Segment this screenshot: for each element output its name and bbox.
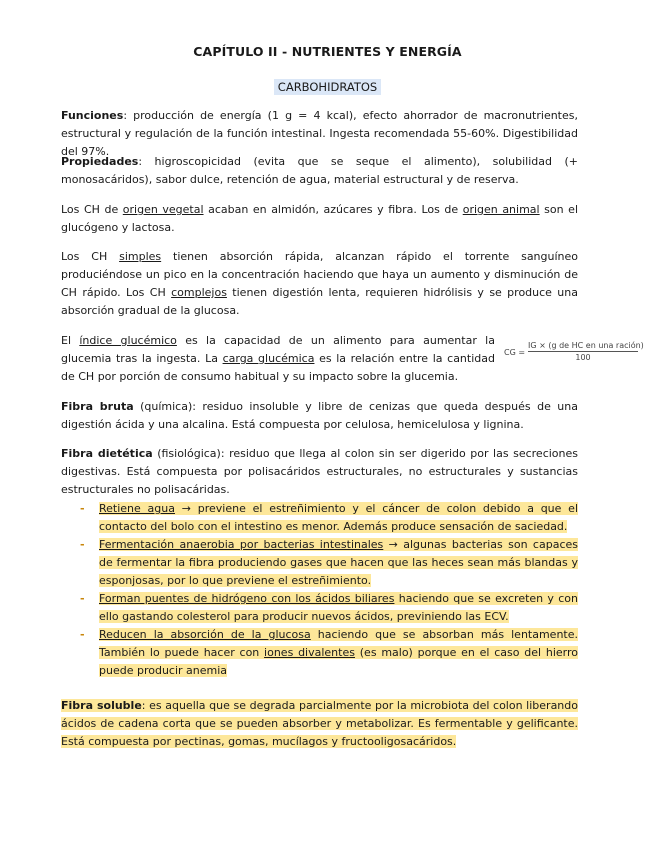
indice-glucemico-term: índice glucémico	[79, 334, 177, 347]
bullet-text: → previene el estreñimiento y el cáncer de colon debido a que el contacto del bolo con el intestino es menor. Además produce sensación de saciedad.	[99, 502, 578, 533]
complejos-term: complejos	[171, 286, 227, 299]
bullet-text: → algunas bacterias son capaces de fermentar la fibra produciendo gases que hacen que las heces sean más blandas y esponjosas, por lo que previene el estreñimiento.	[99, 538, 578, 587]
indice-text-2: es la capacidad de un alimento para aumentar la glucemia tras la ingesta. La	[61, 334, 495, 365]
list-item	[61, 590, 578, 626]
bullet-dash: -	[80, 538, 85, 551]
origen-vegetal-term: origen vegetal	[122, 203, 204, 216]
propiedades-text: : higroscopicidad (evita que se seque el alimento), solubilidad (+ monosacáridos), sabor dulce, retención de agua, material estructural y de reserva.	[61, 155, 578, 186]
bullet-text-2: (es malo) porque en el caso del hierro puede producir anemia	[99, 646, 578, 677]
fibra-soluble-label: Fibra soluble	[61, 699, 142, 712]
section-heading-wrap	[0, 76, 655, 95]
section-heading: CARBOHIDRATOS	[274, 79, 381, 95]
origen-text-2: acaban en almidón, azúcares y fibra. Los de	[203, 203, 463, 216]
fibra-soluble-text: : es aquella que se degrada parcialmente por la microbiota del colon liberando ácidos de cadena corta que se pueden absorber y metabolizar. Es fermentable y gelificante. Está compuesta por pectinas, gomas, mucílagos y fructooligosacáridos.	[61, 699, 578, 748]
list-item	[61, 500, 578, 536]
bullet-dash: -	[80, 592, 85, 605]
simples-text-3: tienen digestión lenta, requieren hidrólisis y se produce una absorción gradual de la glucosa.	[61, 286, 578, 317]
origen-text-1: Los CH de	[61, 203, 123, 216]
paragraph-origen	[61, 201, 578, 237]
paragraph-indice-glucemico	[61, 332, 495, 386]
fibra-effects-list	[61, 500, 578, 680]
paragraph-fibra-soluble	[61, 697, 578, 751]
list-item	[61, 536, 578, 590]
bullet-term: Retiene agua	[99, 502, 175, 515]
paragraph-fibra-dietetica	[61, 445, 578, 499]
bullet-term: Forman puentes de hidrógeno con los ácidos biliares	[99, 592, 395, 605]
fibra-dietetica-text: (fisiológica): residuo que llega al colon sin ser digerido por las secreciones digestivas. Está compuesta por polisacáridos estructurales, no estructurales y sustancias estructurales no polisacáridas.	[61, 447, 578, 496]
origen-text-3: son el glucógeno y lactosa.	[61, 203, 578, 234]
simples-text-2: tienen absorción rápida, alcanzan rápido el torrente sanguíneo produciéndose un pico en la concentración haciendo que haya un aumento y disminución de CH rápido. Los CH	[61, 250, 579, 299]
indice-text-3: es la relación entre la cantidad de CH por porción de consumo habitual y su impacto sobre la glucemia.	[61, 352, 495, 383]
fibra-bruta-label: Fibra bruta	[61, 400, 134, 413]
funciones-label: Funciones	[61, 109, 124, 122]
chapter-title: CAPÍTULO II - NUTRIENTES Y ENERGÍA	[193, 44, 462, 59]
formula-numerator: IG × (g de HC en una ración)	[528, 341, 644, 350]
formula-fraction	[528, 341, 644, 362]
funciones-text: : producción de energía (1 g = 4 kcal), efecto ahorrador de macronutrientes, estructural y regulación de la función intestinal. Ingesta recomendada 55-60%. Digestibilidad del 97%.	[61, 109, 578, 158]
bullet-dash: -	[80, 628, 85, 641]
origen-animal-term: origen animal	[462, 203, 540, 216]
paragraph-fibra-bruta	[61, 398, 578, 434]
simples-text-1: Los CH	[61, 250, 120, 263]
indice-text-1: El	[61, 334, 80, 347]
bullet-term: Reducen la absorción de la glucosa	[99, 628, 311, 641]
carga-glucemica-term: carga glucémica	[222, 352, 315, 365]
fibra-bruta-text: (química): residuo insoluble y libre de cenizas que queda después de una digestión ácida y una alcalina. Está compuesta por celulosa, hemicelulosa y lignina.	[61, 400, 578, 431]
carga-glucemica-formula	[504, 341, 644, 365]
formula-denominator: 100	[575, 353, 591, 362]
bullet-text: haciendo que se absorban más lentamente. También lo puede hacer con	[99, 628, 579, 659]
bullet-dash: -	[80, 502, 85, 515]
formula-lhs: CG =	[504, 348, 526, 357]
paragraph-propiedades	[61, 153, 578, 189]
bullet-term: Fermentación anaerobia por bacterias intestinales	[99, 538, 384, 551]
bullet-term-2: iones divalentes	[264, 646, 355, 659]
paragraph-simples-complejos	[61, 248, 578, 320]
bullet-text: haciendo que se excreten y con ello gastando colesterol para producir nuevos ácidos, previniendo las ECV.	[99, 592, 578, 623]
propiedades-label: Propiedades	[61, 155, 139, 168]
fibra-dietetica-label: Fibra dietética	[61, 447, 153, 460]
simples-term: simples	[119, 250, 162, 263]
list-item	[61, 626, 578, 680]
